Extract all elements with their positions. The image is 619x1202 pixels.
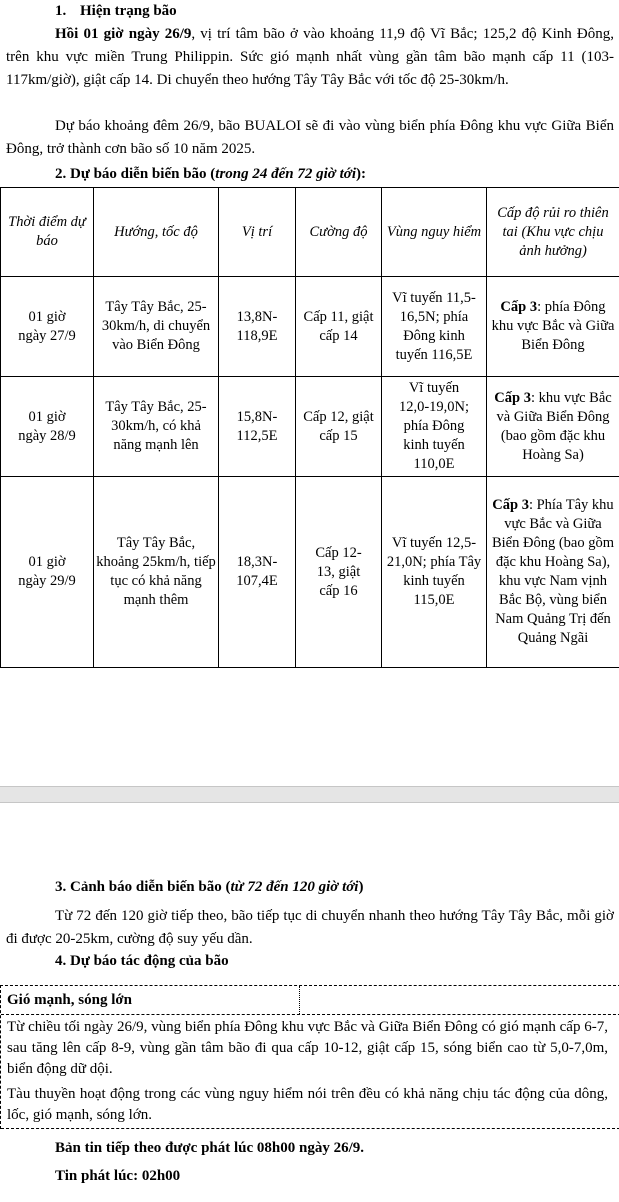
risk-area: : Phía Tây khu vực Bắc và Giữa Biển Đông (bao gồm đặc khu Hoàng Sa), khu vực Nam vịnh Bắc Bộ, vùng biển Nam Quảng Trị đến Quảng Ngãi (491, 497, 615, 646)
header-direction: Hướng, tốc độ (94, 188, 219, 277)
risk-area: : khu vực Bắc và Giữa Biển Đông (bao gồm đặc khu Hoàng Sa) (496, 389, 612, 463)
section2-title-italic: trong 24 đến 72 giờ tới (215, 166, 356, 182)
header-intensity: Cường độ (296, 188, 382, 277)
cell-time: 01 giờ ngày 28/9 (1, 377, 94, 477)
cell-intensity: Cấp 12, giật cấp 15 (296, 377, 382, 477)
current-status-paragraph (6, 23, 614, 92)
section2-heading: 2. Dự báo diễn biến bão (trong 24 đến 72 giờ tới): (55, 166, 366, 182)
section4-heading: 4. Dự báo tác động của bão (55, 953, 229, 969)
page-break-separator (0, 786, 619, 803)
section3-text: Từ 72 đến 120 giờ tiếp theo, bão tiếp tục di chuyển nhanh theo hướng Tây Tây Bắc, mỗi giờ đi được 20-25km, cường độ suy yếu dần. (6, 908, 614, 947)
cell-danger-zone: Vĩ tuyến 11,5-16,5N; phía Đông kinh tuyến 116,5E (382, 277, 487, 377)
forecast-entry-text: Dự báo khoảng đêm 26/9, bão BUALOI sẽ đi vào vùng biển phía Đông khu vực Giữa Biển Đông, trở thành cơn bão số 10 năm 2025. (6, 118, 614, 157)
forecast-table-header-row (1, 188, 619, 277)
section1-heading (55, 0, 177, 23)
table-row (1, 277, 619, 377)
risk-level: Cấp 3 (500, 299, 538, 315)
cell-direction: Tây Tây Bắc, khoảng 25km/h, tiếp tục có khả năng mạnh thêm (94, 477, 219, 668)
cell-danger-zone: Vĩ tuyến 12,0-19,0N; phía Đông kinh tuyến 110,0E (382, 377, 487, 477)
cell-position: 13,8N-118,9E (219, 277, 296, 377)
cell-risk (487, 477, 619, 668)
section3-paragraph (6, 905, 614, 951)
section1-title: Hiện trạng bão (80, 3, 177, 19)
impact-paragraph-wind: Từ chiều tối ngày 26/9, vùng biển phía Đông khu vực Bắc và Giữa Biển Đông có gió mạnh cấp 6-7, sau tăng lên cấp 8-9, vùng gần tâm bão đi qua cấp 10-12, giật cấp 15, sóng biển cao từ 5,0-7,0m, biển động dữ dội. (7, 1019, 608, 1077)
impact-header-empty-cell (300, 986, 619, 1014)
section1-number: 1. (55, 3, 67, 19)
cell-time: 01 giờ ngày 27/9 (1, 277, 94, 377)
cell-time: 01 giờ ngày 29/9 (1, 477, 94, 668)
table-row (1, 477, 619, 668)
cell-intensity: Cấp 11, giật cấp 14 (296, 277, 382, 377)
forecast-entry-paragraph (6, 115, 614, 161)
impact-table-header-row (1, 986, 619, 1015)
header-position: Vị trí (219, 188, 296, 277)
cell-position: 18,3N-107,4E (219, 477, 296, 668)
impact-paragraph-vessels: Tàu thuyền hoạt động trong các vùng nguy hiểm nói trên đều có khả năng chịu tác động của dông, lốc, gió mạnh, sóng lớn. (7, 1086, 608, 1123)
table-row (1, 377, 619, 477)
risk-level: Cấp 3 (494, 389, 531, 406)
section3-heading: 3. Cảnh báo diễn biến bão (từ 72 đến 120 giờ tới) (55, 879, 364, 895)
cell-position: 15,8N-112,5E (219, 377, 296, 477)
cell-direction: Tây Tây Bắc, 25-30km/h, di chuyển vào Biển Đông (94, 277, 219, 377)
cell-intensity: Cấp 12-13, giật cấp 16 (296, 477, 382, 668)
current-status-text: , vị trí tâm bão ở vào khoảng 11,9 độ Vĩ Bắc; 125,2 độ Kinh Đông, trên khu vực miền Trung Philippin. Sức gió mạnh nhất vùng gần tâm bão mạnh cấp 11 (103-117km/giờ), giật cấp 14. Di chuyển theo hướng Tây Tây Bắc với tốc độ 25-30km/h. (6, 26, 614, 88)
cell-risk (487, 377, 619, 477)
observation-time: Hồi 01 giờ ngày 26/9 (55, 26, 192, 42)
issued-time: Tin phát lúc: 02h00 (55, 1168, 181, 1184)
cell-danger-zone: Vĩ tuyến 12,5-21,0N; phía Tây kinh tuyến 115,0E (382, 477, 487, 668)
impact-table-body (1, 1015, 619, 1129)
impact-table (0, 985, 619, 1129)
header-time: Thời điểm dự báo (1, 188, 94, 277)
forecast-table (0, 187, 619, 668)
cell-direction: Tây Tây Bắc, 25-30km/h, có khả năng mạnh lên (94, 377, 219, 477)
header-danger-zone: Vùng nguy hiểm (382, 188, 487, 277)
cell-risk (487, 277, 619, 377)
impact-header: Gió mạnh, sóng lớn (1, 986, 300, 1014)
next-bulletin-note: Bản tin tiếp theo được phát lúc 08h00 ngày 26/9. (55, 1140, 365, 1156)
section3-title-italic: từ 72 đến 120 giờ tới (230, 879, 359, 895)
risk-area: : phía Đông khu vực Bắc và Giữa Biển Đông (491, 299, 615, 353)
risk-level: Cấp 3 (492, 497, 529, 513)
header-risk-level: Cấp độ rủi ro thiên tai (Khu vực chịu ảnh hưởng) (487, 188, 619, 277)
